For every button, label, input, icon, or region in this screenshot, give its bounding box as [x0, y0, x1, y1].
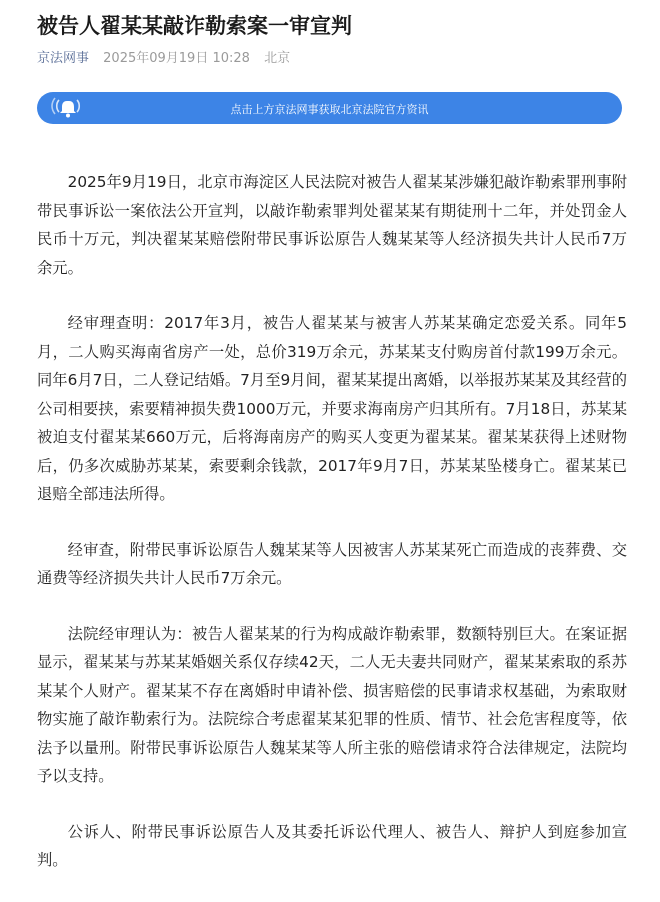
article-title: 被告人翟某某敲诈勒索案一审宣判 — [37, 14, 352, 38]
source-link[interactable]: 京法网事 — [37, 51, 90, 66]
article-meta — [37, 47, 290, 66]
banner-text: 点击上方京法网事获取北京法院官方资讯 — [230, 103, 429, 116]
follow-banner[interactable] — [37, 92, 622, 124]
paragraph: 法院经审理认为：被告人翟某某的行为构成敲诈勒索罪，数额特别巨大。在案证据显示，翟某某与苏某某婚姻关系仅存续42天，二人无夫妻共同财产，翟某某索取的系苏某某个人财产。翟某某不存在离婚时申请补偿、损害赔偿的民事请求权基础，为索取财物实施了敲诈勒索行为。法院综合考虑翟某某犯罪的性质、情节、社会危害程度等，依法予以量刑。附带民事诉讼原告人魏某某等人所主张的赔偿请求符合法律规定，法院均予以支持。 — [37, 624, 627, 785]
paragraph: 经审理查明：2017年3月，被告人翟某某与被害人苏某某确定恋爱关系。同年5月，二人购买海南省房产一处，总价319万余元，苏某某支付购房首付款199万余元。同年6月7日，二人登记结婚。7月至9月间，翟某某提出离婚，以举报苏某某及其经营的公司相要挟，索要精神损失费1000万元，并要求海南房产归其所有。7月18日，苏某某被迫支付翟某某660万元，后将海南房产的购买人变更为翟某某。翟某某获得上述财物后，仍多次威胁苏某某，索要剩余钱款，2017年9月7日，苏某某坠楼身亡。翟某某已退赔全部违法所得。 — [37, 314, 627, 503]
paragraph: 公诉人、附带民事诉讼原告人及其委托诉讼代理人、被告人、辩护人到庭参加宣判。 — [37, 822, 627, 869]
paragraph: 2025年9月19日，北京市海淀区人民法院对被告人翟某某涉嫌犯敲诈勒索罪刑事附带民事诉讼一案依法公开宣判，以敲诈勒索罪判处翟某某有期徒刑十二年，并处罚金人民币十万元，判决翟某某赔偿附带民事诉讼原告人魏某某等人经济损失共计人民币7万余元。 — [37, 173, 627, 277]
publish-location: 北京 — [264, 51, 291, 66]
article-content — [37, 168, 627, 902]
paragraph: 经审查，附带民事诉讼原告人魏某某等人因被害人苏某某死亡而造成的丧葬费、交通费等经济损失共计人民币7万余元。 — [37, 540, 627, 587]
publish-time: 2025年09月19日 10:28 — [103, 51, 250, 66]
